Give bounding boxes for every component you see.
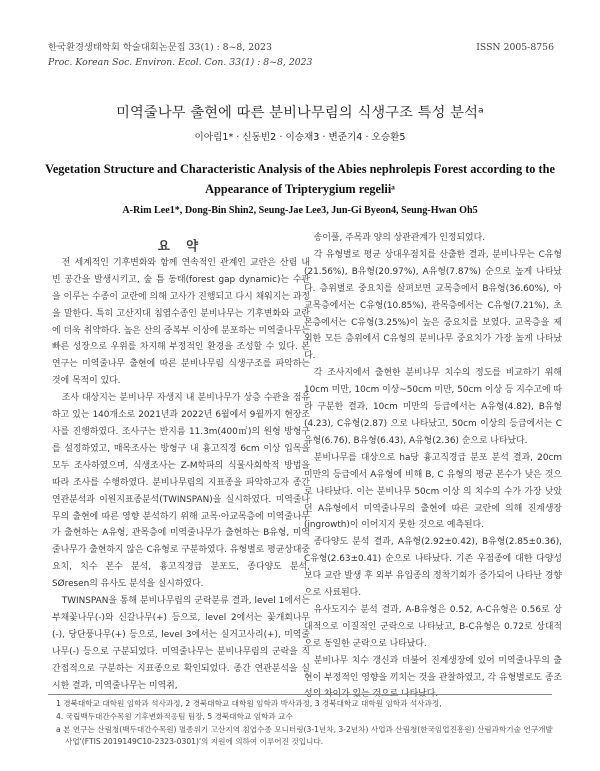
page-header: [48, 40, 554, 70]
abstract-paragraph: 분비나무를 대상으로 ha당 흉고직경급 분포 분석 결과, 20cm 미만의 등급에서 A유형에 비해 B, C 유형의 평균 본수가 낮은 것으로 나타났다. 이는 분비나무 50cm 이상 의 치수의 수가 가장 낮았던 A유형에서 미역줄나무의 출현에 따른 교란에 의해 진계생장(ingrowth)이 이어지지 못한 것으로 예측된다.: [304, 452, 562, 531]
footnote-funding: a 본 연구는 산림청(백두대간수목원) 멸종위기 고산지역 침엽수종 모니터링(3-1년차, 3-2년차) 사업과 산림청(한국임업진흥원) 산림과학기술 연구개발사업'(FTIS 2019149C10-2323-0301)'의 지원에 의하여 이루어진 것입니다.: [56, 724, 553, 747]
authors-en: A-Rim Lee1*, Dong-Bin Shin2, Seung-Jae Lee3, Jun-Gi Byeon4, Seung-Hwan Oh5: [122, 205, 478, 216]
abstract-paragraph: TWINSPAN을 통해 분비나무림의 군락분류 결과, level 1에서는 부채꽃나무(-)와 신갈나무(+) 등으로, level 2에서는 꽃개회나무(-), 당단풍나무(+) 등으로, level 3에서는 실거고사리(+), 미역줄나무(-) 등으로 구분되었다. 미역줄나무는 분비나무림의 군락을 직간접적으로 구분하는 지표종으로 확인되었다. 종간 연관분석을 실시한 결과, 미역줄나무는 미역취,: [52, 596, 310, 691]
abstract-paragraph: 각 조사지에서 출현한 분비나무 치수의 정도를 비교하기 위해 10cm 미만, 10cm 이상~50cm 미만, 50cm 이상 등 지수고에 따라 구분한 결과, 10cm 미만의 등급에서는 A유형(4.82), B유형(4.23), C유형(2.87) 으로 나타났고, 50cm 이상의 등급에서는 C유형(6.76), B유형(6.43), A유형(2.36) 순으로 나타났다.: [304, 368, 562, 446]
issn: ISSN 2005-8756: [476, 42, 554, 53]
abstract-paragraph: 종다양도 분석 결과, A유형(2.92±0.42), B유형(2.85±0.36), C유형(2.63±0.41) 순으로 나타났다. 기존 우점종에 대한 다양성보다 교란 발생 후 외부 유입종의 정착기회가 증가되어 나타난 경향으로 사료된다.: [304, 537, 562, 599]
abstract-right-column: [304, 230, 562, 703]
paper-title-en-line2: Appearance of Tripterygium regeliiᵃ: [205, 182, 395, 196]
authors-ko: 이아림1* · 신동빈2 · 이승재3 · 변준기4 · 오승환5: [194, 132, 406, 143]
abstract-paragraph: 전 세계적인 기후변화와 함께 연속적인 관계인 교란은 산림 내 빈 공간을 발생시키고, 숲 틈 동태(forest gap dynamic)는 수관을 이루는 수종이 교란에 의해 고사가 진행되고 다시 채워지는 과정을 말한다. 특히 고산지대 침엽수종인 분비나무는 기후변화와 교란에 더욱 취약하다. 높은 산의 중복부 이상에 분포하는 미역줄나무는 빠른 성장으로 우위를 차지해 부정적인 환경을 조성할 수 있다. 본 연구는 미역줄나무 출현에 따른 분비나무림 식생구조를 파악하는 것에 목적이 있다.: [52, 257, 310, 387]
footnote-affiliations: 1 경북대학교 대학원 임학과 석사과정, 2 경북대학교 대학원 임학과 박사과정, 3 경북대학교 대학원 임학과 석사과정,: [56, 699, 442, 708]
abstract-paragraph: 분비나무 치수 갱신과 더불어 진계생장에 있어 미역줄나무의 출현이 부정적인 영향을 끼치는 것을 관찰하였고, 각 유형별로도 종조성의 차이가 있는 것으로 나타났다.: [304, 655, 562, 700]
abstract-paragraph: 유사도지수 분석 결과, A-B유형은 0.52, A-C유형은 0.56로 상대적으로 이질적인 군락으로 나타났고, B-C유형은 0.72로 상대적으로 동일한 군락으로 나타났다.: [304, 604, 562, 649]
journal-citation-ko: 한국환경생태학회 학술대회논문집 33(1) : 8~8, 2023: [48, 42, 272, 53]
paper-title-ko: 미역줄나무 출현에 따른 분비나무림의 식생구조 특성 분석ᵃ: [116, 105, 484, 121]
abstract-heading: 요 약: [157, 238, 205, 253]
abstract-paragraph: 송이풀, 주목과 양의 상관관계가 인정되었다.: [313, 233, 486, 243]
footnotes: [56, 698, 556, 749]
footnote-affiliations-cont: 4. 국립백두대간수목원 기후변화적응팀 팀장, 5 경북대학교 임학과 교수: [56, 711, 293, 721]
footnote-divider: [48, 694, 552, 695]
paper-title-en: [45, 159, 555, 199]
abstract-left-column: [52, 238, 310, 694]
abstract-paragraph: 각 유형별로 평균 상대우점치를 산출한 결과, 분비나무는 C유형(21.56%), B유형(20.97%), A유형(7.87%) 순으로 높게 나타났다. 층위별로 중요치를 살펴보면 교목층에서 B유형(36.60%), 아교목층에서는 C유형(10.85%), 관목층에서는 C유형(7.21%), 초본층에서는 C유형(3.25%)이 높은 중요치를 보였다. 교목층을 제외한 모든 층위에서 C유형의 분비나무 중요치가 가장 높게 나타났다.: [304, 249, 562, 362]
abstract-paragraph: 조사 대상지는 분비나무 자생지 내 분비나무가 상층 수관을 점유하고 있는 140개소로 2021년과 2022년 6월에서 9월까지 현장조사를 진행하였다. 조사구는 반지름 11.3m(400㎡)의 원형 방형구를 설정하였고, 매목조사는 방형구 내 흉고직경 6cm 이상 입목을 모두 조사하였으며, 식생조사는 Z-M학파의 식물사회학적 방법을 따라 조사를 수행하였다. 분비나무림의 지표종을 파악하고자 종간 연관분석과 이원지표종분석(TWINSPAN)을 실시하였다. 미역줄나무의 출현에 따른 영향 분석하기 위해 교목·아교목층에 미역줄나무가 출현하는 A유형, 관목층에 미역줄나무가 출현하는 B유형, 미역줄나무가 출현하지 않은 C유형로 구분하였다. 유형별로 평균상대중요치, 치수 본수 분석, 흉고직경급 분포도, 종다양도 분석, SØresen의 유사도 분석을 실시하였다.: [52, 393, 310, 590]
journal-citation-en: Proc. Korean Soc. Environ. Ecol. Con. 33(1) : 8~8, 2023: [48, 57, 313, 68]
paper-title-en-line1: Vegetation Structure and Characteristic Analysis of the Abies nephrolepis Forest according to the: [45, 162, 555, 176]
